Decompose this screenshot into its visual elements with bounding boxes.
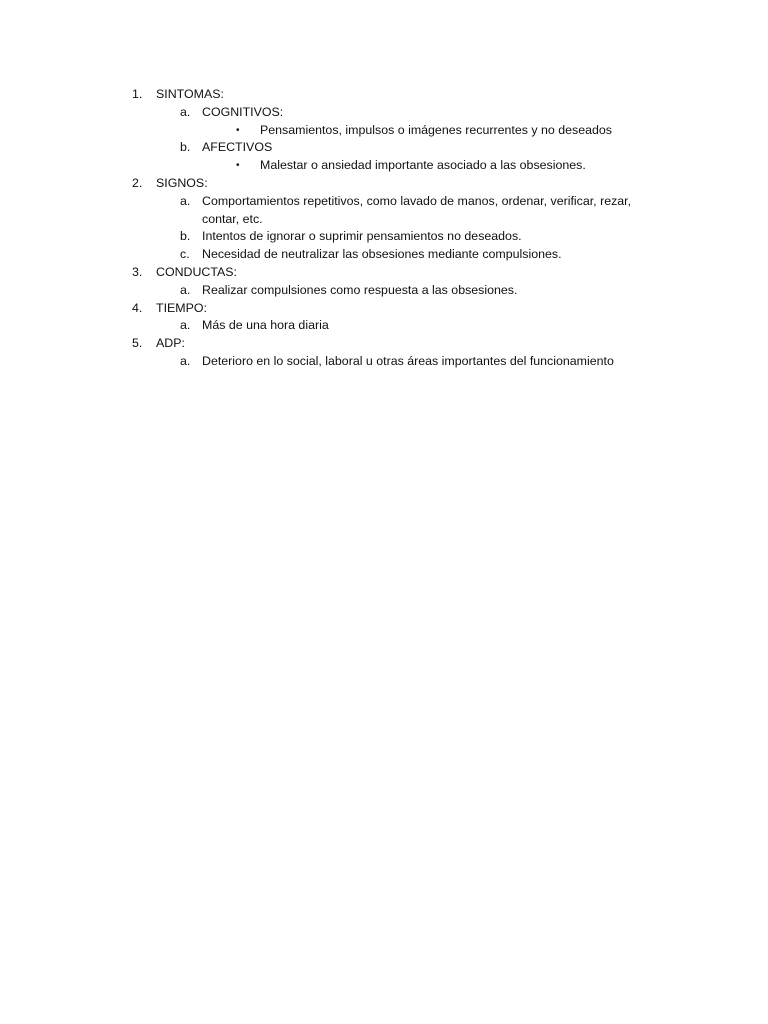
subitem-letter: b. [180, 140, 191, 155]
outline-item-4 [0, 300, 768, 318]
subitem-letter: a. [180, 104, 191, 119]
subitem-5a [0, 353, 768, 371]
subitem-letter: a. [180, 353, 191, 368]
subitem-1a [0, 104, 768, 122]
item-number: 2. [132, 175, 143, 190]
bullet-icon: • [236, 124, 240, 136]
item-heading: TIEMPO: [156, 300, 207, 315]
outline-item-2 [0, 175, 768, 193]
outline-item-3 [0, 264, 768, 282]
bullet-text: Malestar o ansiedad importante asociado a las obsesiones. [260, 158, 586, 173]
subitem-text: Intentos de ignorar o suprimir pensamientos no deseados. [202, 229, 522, 244]
subitem-text: AFECTIVOS [202, 140, 273, 155]
item-number: 3. [132, 264, 143, 279]
item-heading: ADP: [156, 336, 185, 351]
item-heading: SIGNOS: [156, 175, 208, 190]
subitem-2c [0, 246, 768, 264]
subitem-text: COGNITIVOS: [202, 104, 284, 119]
subitem-2a [0, 193, 768, 229]
subitem-text: Deterioro en lo social, laboral u otras áreas importantes del funcionamiento [202, 353, 614, 368]
subitem-letter: a. [180, 318, 191, 333]
bullet-icon: • [236, 160, 240, 172]
subitem-letter: a. [180, 282, 191, 297]
subitem-3a [0, 282, 768, 300]
subitem-letter: a. [180, 193, 191, 208]
item-number: 5. [132, 336, 143, 351]
subitem-text: Más de una hora diaria [202, 318, 329, 333]
item-heading: CONDUCTAS: [156, 264, 237, 279]
outline-item-1 [0, 86, 768, 104]
subitem-text: Necesidad de neutralizar las obsesiones mediante compulsiones. [202, 247, 562, 262]
numbered-outline [0, 86, 768, 371]
item-number: 4. [132, 300, 143, 315]
item-heading: SINTOMAS: [156, 87, 224, 101]
bullet-text: Pensamientos, impulsos o imágenes recurrentes y no deseados [260, 122, 612, 137]
subitem-1b [0, 139, 768, 157]
subitem-text: Realizar compulsiones como respuesta a las obsesiones. [202, 282, 518, 297]
subitem-text: Comportamientos repetitivos, como lavado de manos, ordenar, verificar, rezar, contar, etc. [202, 193, 632, 226]
item-number: 1. [132, 87, 143, 101]
subitem-letter: b. [180, 229, 191, 244]
subitem-2b [0, 228, 768, 246]
bullet-1a-1 [0, 122, 768, 140]
subitem-4a [0, 317, 768, 335]
outline-item-5 [0, 335, 768, 353]
subitem-letter: c. [180, 247, 190, 262]
bullet-1b-1 [0, 157, 768, 175]
